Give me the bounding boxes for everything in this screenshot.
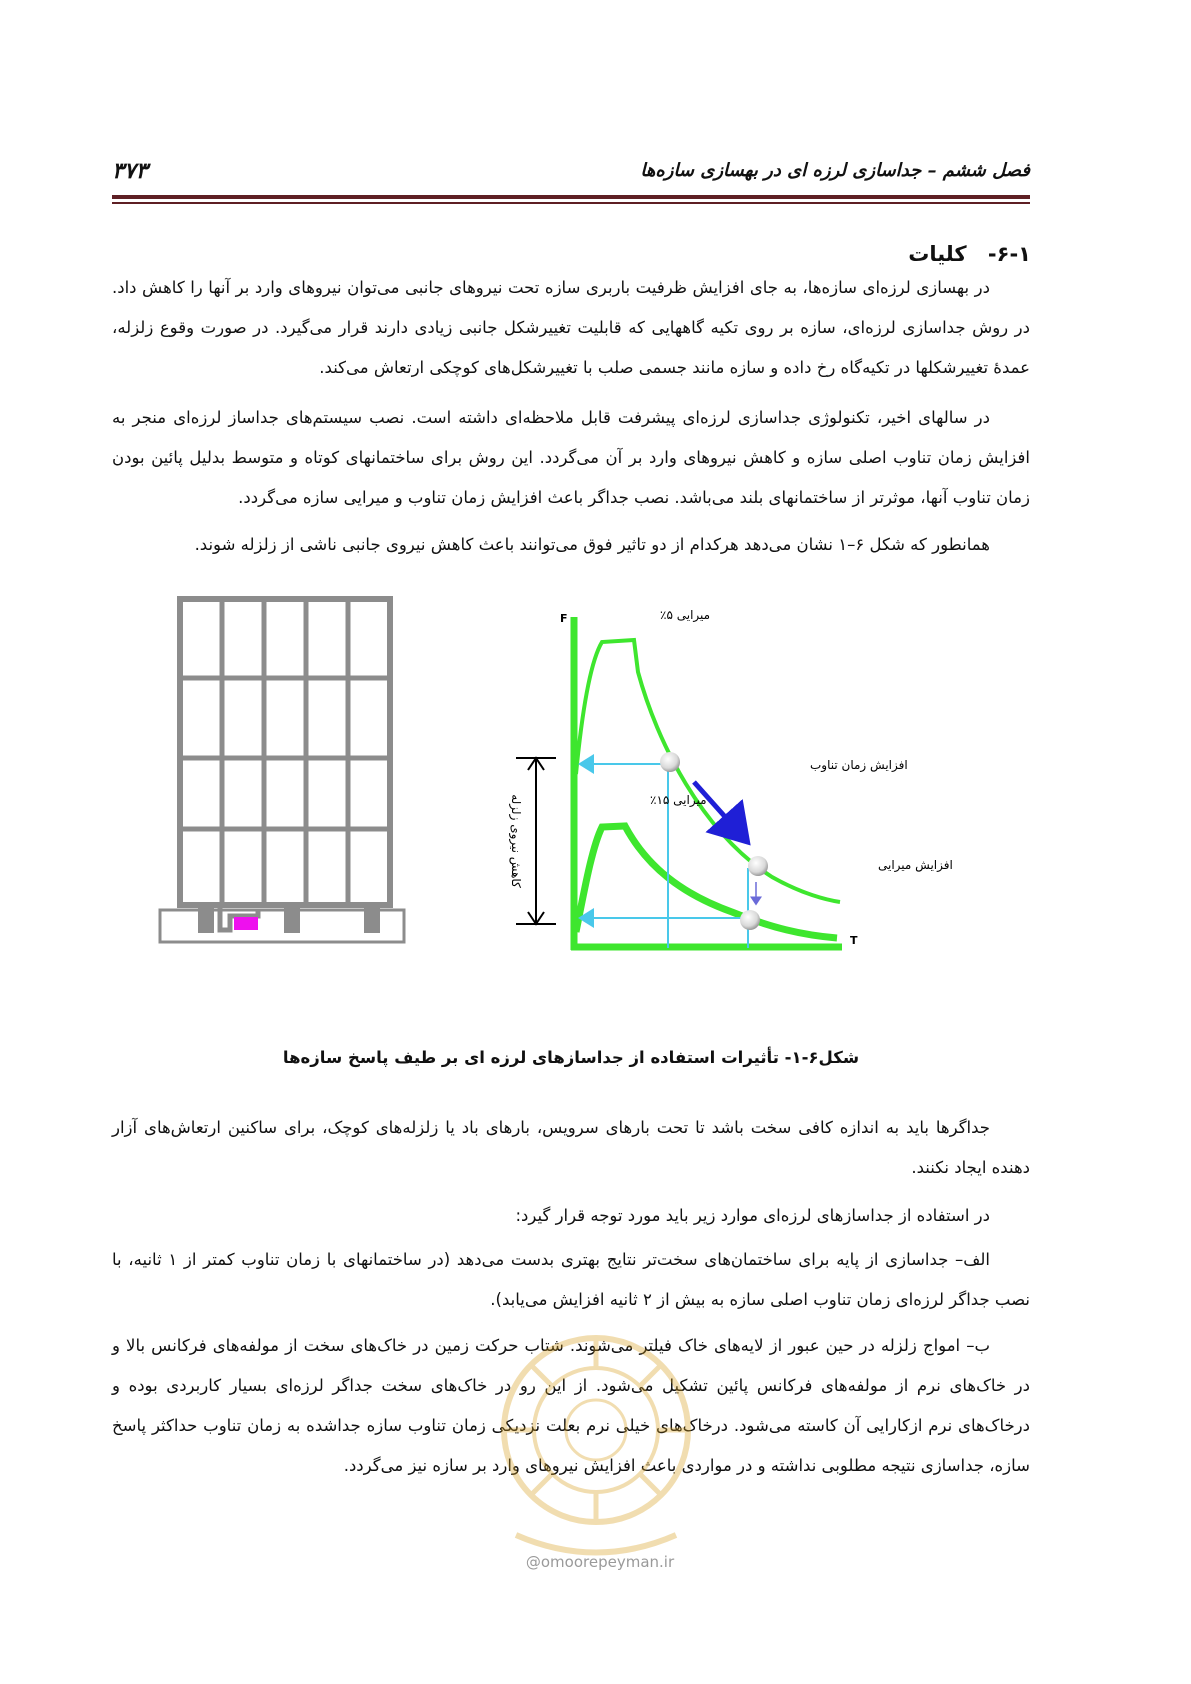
header-rule-thick xyxy=(112,195,1030,199)
figure-isolation-effects xyxy=(112,608,1030,1042)
section-number: ۶-۱- xyxy=(987,242,1031,266)
axis-label-t: T xyxy=(850,934,858,947)
paragraph-technology: در سالهای اخیر، تکنولوژی جداسازی لرزه‌ای پیشرفت قابل ملاحظه‌ای داشته است. نصب سیستم‌های جداساز لرزه‌ای منجر به افزایش زمان تناوب اصلی سازه و کاهش نیروهای وارد بر آن می‌گردد. این روش برای ساختمانهای کوتاه و متوسط بدلیل پائین بودن زمان تناوب آنها، موثرتر از ساختمانهای بلند می‌باشد. نصب جداگر باعث افزایش زمان تناوب و میرایی سازه می‌گردد. xyxy=(112,408,1030,507)
spectrum-curve-5-percent xyxy=(576,640,840,902)
paragraph-isolator-stiffness: جداگرها باید به اندازه کافی سخت باشد تا تحت بارهای سرویس، بارهای باد یا زلزله‌های کوچک، برای ساکنین ارتعاش‌های آزار دهنده ایجاد نکنند. xyxy=(112,1118,1030,1177)
watermark-url: @omoorepeyman.ir xyxy=(525,1553,675,1571)
paragraph-intro: در بهسازی لرزه‌ای سازه‌ها، به جای افزایش ظرفیت باربری سازه تحت نیروهای جانبی می‌توان نیروهای وارد بر آنها را کاهش داد. در روش جداسازی لرزه‌ای، سازه بر روی تکیه گاههایی که قابلیت تغییرشکل جانبی زیادی دارند قرار می‌گیرد. در صورت وقوع زلزله، عمدۀ تغییرشکلها در تکیه‌گاه رخ داده و سازه مانند جسمی صلب با تغییرشکل‌های کوچکی ارتعاش می‌کند. xyxy=(112,278,1030,377)
chapter-title: فصل ششم – جداسازی لرزه ای در بهسازی سازه‌ها xyxy=(640,160,1030,181)
damping-5-label: میرایی ۵٪ xyxy=(660,608,711,622)
section-heading xyxy=(908,242,1031,266)
response-point-damped xyxy=(740,910,760,930)
damping-increase-label: افزایش میرایی xyxy=(878,858,953,872)
isolator-pedestal xyxy=(198,905,214,933)
figure-caption: شکل۶-۱- تأثیرات استفاده از جداسازهای لرزه ای بر طیف پاسخ سازه‌ها xyxy=(282,1048,860,1067)
isolator-pedestal xyxy=(284,905,300,933)
paragraph-considerations: در استفاده از جداسازهای لرزه‌ای موارد زیر باید مورد توجه قرار گیرد: xyxy=(515,1206,990,1225)
axis-label-f: F xyxy=(560,612,568,625)
isolator-pedestal xyxy=(364,905,380,933)
paragraph-figure-ref: همانطور که شکل ۶–۱ نشان می‌دهد هرکدام از دو تاثیر فوق می‌توانند باعث کاهش نیروی جانبی ناشی از زلزله شوند. xyxy=(194,535,990,554)
response-spectrum-diagram xyxy=(508,608,953,950)
response-point-original xyxy=(660,752,680,772)
paragraph-item-a: الف– جداسازی از پایه برای ساختمان‌های سخت‌تر نتایج بهتری بدست می‌دهد (در ساختمانهای با زمان تناوب کمتر از ۱ ثانیه، با نصب جداگر لرزه‌ای زمان تناوب اصلی سازه به بیش از ۲ ثانیه افزایش می‌یابد). xyxy=(112,1250,1030,1309)
section-title: کلیات xyxy=(908,242,967,266)
running-header xyxy=(112,160,1030,194)
header-rule-thin xyxy=(112,202,1030,204)
paragraph-item-b: ب– امواج زلزله در حین عبور از لایه‌های خاک فیلتر می‌شوند. شتاب حرکت زمین در خاک‌های سخت از مولفه‌های فرکانس بالا و در خاک‌های نرم از مولفه‌های فرکانس پائین تشکیل می‌شود. از این رو در خاک‌های سخت جداگر لرزه‌ای بسیار کاربردی بوده و درخاک‌های نرم ازکارایی آن کاسته می‌شود. درخاک‌های خیلی نرم بعلت نزدیکی زمان تناوب سازه جداشده به زمان تناوب حداکثر پاسخ سازه، جداسازی نتیجه مطلوبی نداشته و در مواردی باعث افزایش نیروهای وارد بر سازه نیز می‌گردد. xyxy=(112,1336,1030,1475)
period-increase-label: افزایش زمان تناوب xyxy=(810,758,908,772)
force-reduction-label: کاهش نیروی زلزله xyxy=(509,794,523,888)
response-point-period-shifted xyxy=(748,856,768,876)
isolated-building-illustration xyxy=(160,599,404,942)
isolator-device xyxy=(234,917,258,930)
building-frame-outline xyxy=(180,599,390,905)
page-number: ۳۷۳ xyxy=(112,158,148,184)
damping-15-label: میرایی ۱۵٪ xyxy=(650,793,707,807)
spectrum-curve-15-percent xyxy=(576,826,837,938)
watermark-logo xyxy=(486,1320,706,1580)
